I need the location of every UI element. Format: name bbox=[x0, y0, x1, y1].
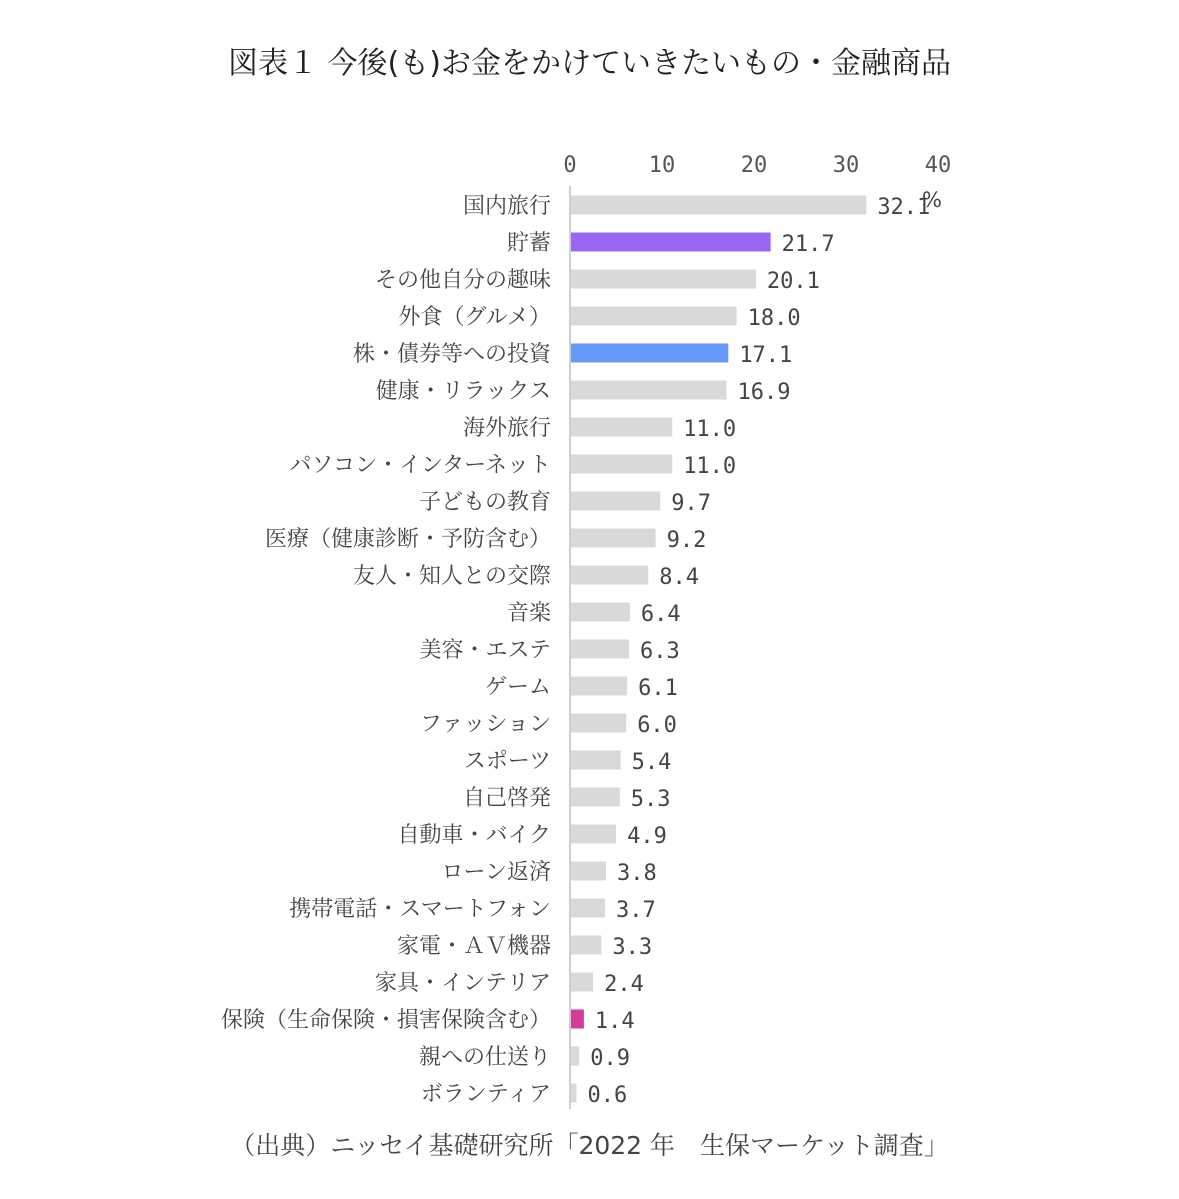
value-label: 1.4 bbox=[594, 1009, 635, 1034]
value-label: 18.0 bbox=[747, 306, 801, 331]
bar bbox=[571, 455, 672, 474]
chart-title: 図表１ 今後(も)お金をかけていきたいもの・金融商品 bbox=[228, 46, 951, 81]
category-label: スポーツ bbox=[463, 749, 551, 774]
category-label: 国内旅行 bbox=[462, 194, 551, 219]
value-label: 16.9 bbox=[737, 380, 791, 405]
value-label: 3.3 bbox=[612, 935, 653, 960]
category-label: 携帯電話・スマートフォン bbox=[289, 897, 551, 922]
value-label: 11.0 bbox=[683, 417, 737, 442]
category-label: 子どもの教育 bbox=[418, 490, 551, 515]
category-label: 貯蓄 bbox=[506, 231, 551, 256]
bar bbox=[571, 788, 620, 807]
category-label: 家具・インテリア bbox=[374, 971, 551, 996]
x-tick-label: 40 bbox=[924, 153, 952, 178]
category-label: パソコン・インターネット bbox=[289, 453, 551, 478]
bar bbox=[571, 899, 605, 918]
source-note: （出典）ニッセイ基礎研究所「2022 年 生保マーケット調査」 bbox=[230, 1131, 949, 1160]
category-label: 自動車・バイク bbox=[397, 823, 551, 848]
bar bbox=[571, 677, 627, 696]
category-label: 親への仕送り bbox=[418, 1045, 551, 1070]
bar bbox=[571, 936, 601, 955]
bar bbox=[571, 344, 728, 363]
category-label: 美容・エステ bbox=[419, 638, 551, 663]
value-label: 0.6 bbox=[587, 1083, 628, 1108]
category-label: 外食（グルメ） bbox=[398, 305, 551, 330]
value-label: 9.7 bbox=[671, 491, 711, 516]
category-label: ローン返済 bbox=[441, 860, 551, 885]
bar bbox=[571, 1010, 584, 1029]
category-label: 医療（健康診断・予防含む） bbox=[264, 527, 551, 552]
bar bbox=[571, 529, 656, 548]
value-label: 17.1 bbox=[739, 343, 793, 368]
x-tick-label: 30 bbox=[832, 153, 860, 178]
value-label: 11.0 bbox=[683, 454, 737, 479]
value-label: 6.3 bbox=[639, 639, 680, 664]
value-label: 2.4 bbox=[604, 972, 644, 997]
category-label: 健康・リラックス bbox=[375, 379, 551, 404]
bar bbox=[571, 233, 771, 252]
value-label: 8.4 bbox=[659, 565, 700, 590]
bar bbox=[571, 270, 756, 289]
category-label: 自己啓発 bbox=[462, 786, 551, 811]
bar bbox=[571, 714, 626, 733]
category-label: 株・債券等への投資 bbox=[352, 342, 551, 367]
value-label: 9.2 bbox=[666, 528, 707, 553]
category-label: 音楽 bbox=[506, 601, 551, 626]
x-tick-label: 0 bbox=[563, 153, 577, 178]
bar bbox=[571, 307, 737, 326]
value-label: 3.7 bbox=[616, 898, 656, 923]
category-label: 海外旅行 bbox=[462, 416, 551, 441]
unit-label: % bbox=[922, 188, 942, 212]
category-label: その他自分の趣味 bbox=[374, 268, 551, 293]
value-label: 20.1 bbox=[766, 269, 820, 294]
value-label: 0.9 bbox=[590, 1046, 631, 1071]
category-label: ボランティア bbox=[420, 1082, 551, 1107]
bar bbox=[571, 566, 648, 585]
value-label: 5.4 bbox=[631, 750, 672, 775]
category-label: 保険（生命保険・損害保険含む） bbox=[220, 1008, 551, 1033]
x-tick-label: 20 bbox=[740, 153, 768, 178]
category-label: ファッション bbox=[419, 712, 551, 737]
bar bbox=[571, 603, 630, 622]
value-label: 6.1 bbox=[638, 676, 678, 701]
value-label: 5.3 bbox=[630, 787, 671, 812]
value-label: 21.7 bbox=[781, 232, 835, 257]
bar bbox=[571, 492, 660, 511]
value-label: 4.9 bbox=[627, 824, 667, 849]
bar bbox=[571, 196, 866, 215]
category-label: 友人・知人との交際 bbox=[352, 564, 551, 589]
value-label: 32.1 bbox=[877, 195, 931, 220]
bar bbox=[571, 751, 621, 770]
bar bbox=[571, 825, 616, 844]
category-label: ゲーム bbox=[484, 675, 551, 700]
bar bbox=[571, 862, 606, 881]
bar bbox=[571, 640, 629, 659]
bar bbox=[571, 1084, 577, 1103]
bar bbox=[571, 418, 672, 437]
value-label: 3.8 bbox=[616, 861, 657, 886]
bar bbox=[571, 973, 593, 992]
value-label: 6.4 bbox=[640, 602, 681, 627]
bar bbox=[571, 1047, 579, 1066]
bar bbox=[571, 381, 726, 400]
category-label: 家電・ＡＶ機器 bbox=[396, 934, 551, 959]
value-label: 6.0 bbox=[637, 713, 677, 738]
x-tick-label: 10 bbox=[648, 153, 676, 178]
